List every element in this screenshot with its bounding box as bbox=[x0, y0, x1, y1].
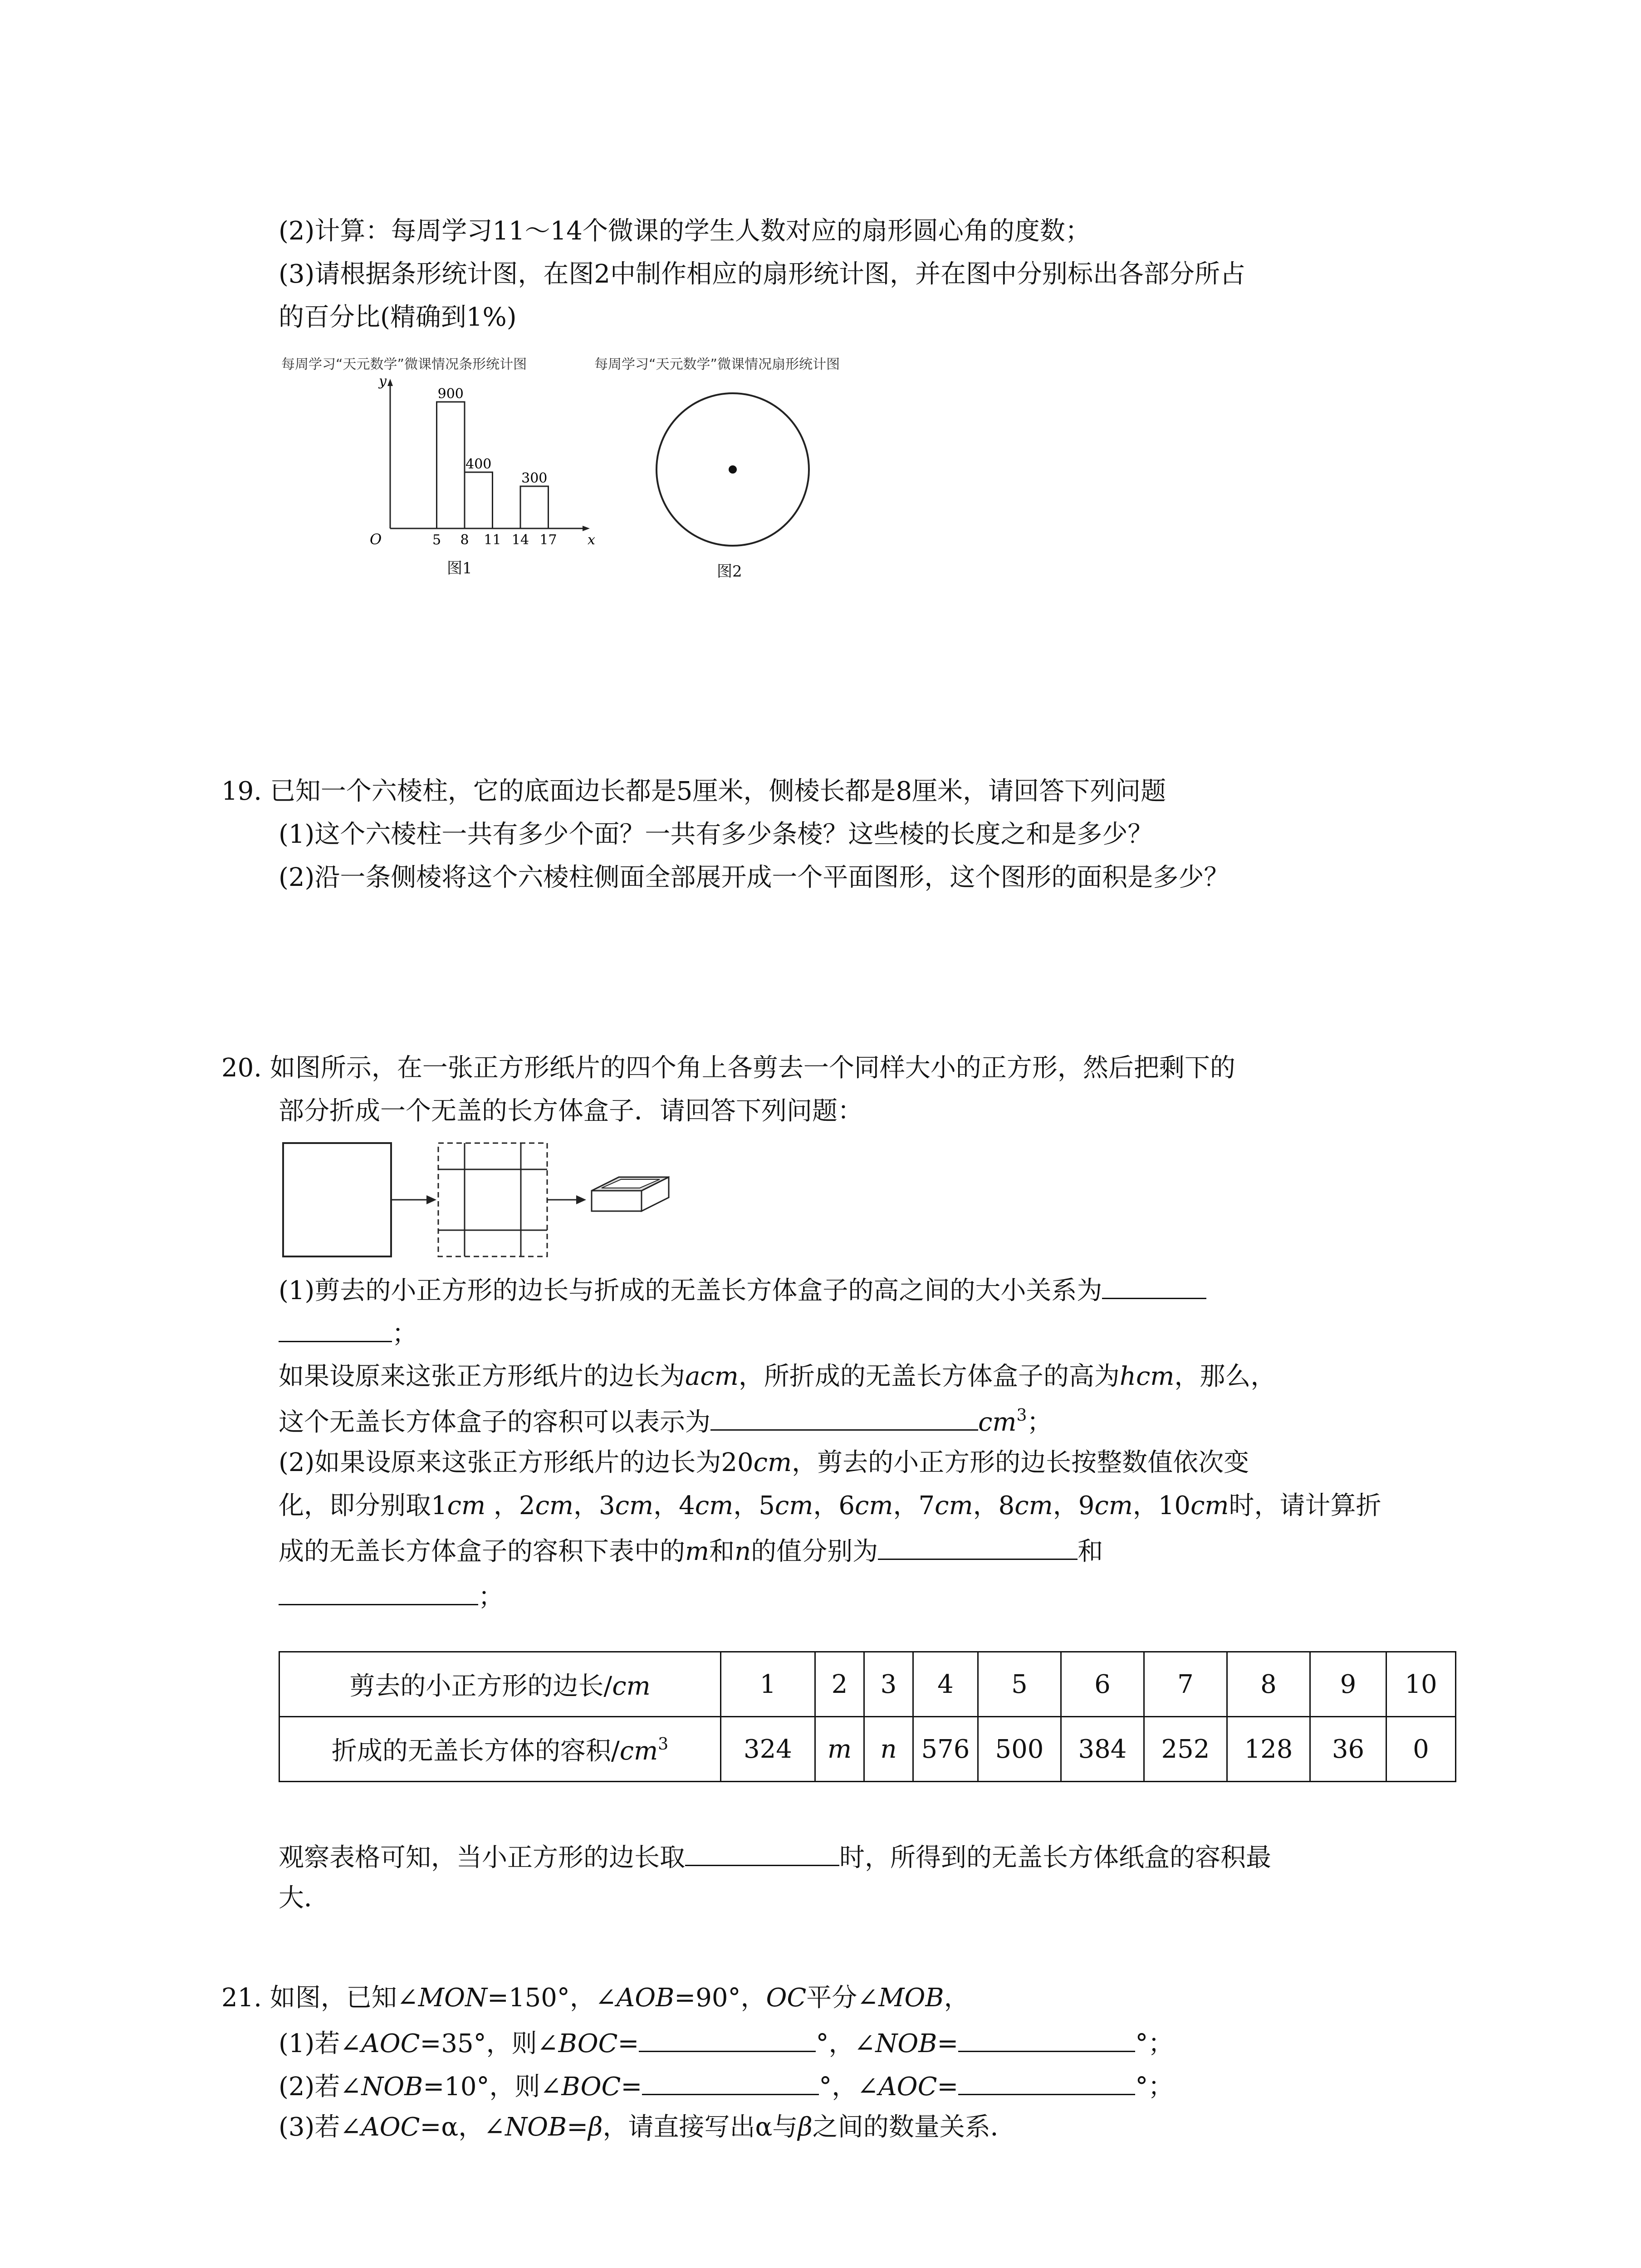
list-separator: ， bbox=[813, 1491, 839, 1520]
bar-value-label: 900 bbox=[437, 386, 464, 402]
bar-chart-caption: 图1 bbox=[447, 559, 472, 577]
var-m: m bbox=[685, 1537, 710, 1566]
unit-cm: cm bbox=[612, 1672, 651, 1701]
angle-name: BOC bbox=[558, 2029, 618, 2058]
text: = bbox=[567, 2112, 588, 2142]
x-tick-label: 11 bbox=[484, 532, 501, 548]
list-separator: ， bbox=[1132, 1491, 1158, 1520]
q19-stem: 19. 已知一个六棱柱，它的底面边长都是5厘米，侧棱长都是8厘米，请回答下列问题 bbox=[221, 777, 1166, 806]
list-value: 4 bbox=[679, 1491, 695, 1520]
row-header bbox=[279, 1717, 721, 1782]
bar-value-label: 300 bbox=[521, 470, 548, 486]
text: = bbox=[617, 2029, 639, 2058]
row-header bbox=[279, 1652, 721, 1717]
text: ， bbox=[944, 1983, 970, 2013]
table-cell-volume: 500 bbox=[978, 1717, 1061, 1782]
angle-name: AOC bbox=[361, 2112, 420, 2142]
var-beta: β bbox=[798, 2112, 813, 2142]
angle-name: AOB bbox=[616, 1983, 675, 2013]
answer-blank-max[interactable] bbox=[685, 1839, 839, 1866]
semicolon: ； bbox=[478, 1582, 504, 1612]
angle-name: NOB bbox=[361, 2072, 423, 2102]
q20-sub2-line4 bbox=[279, 1579, 504, 1613]
table-cell-side-length: 1 bbox=[721, 1652, 815, 1717]
table-cell-volume: 576 bbox=[913, 1717, 978, 1782]
q21-sub1 bbox=[279, 2025, 1173, 2060]
list-separator: ， bbox=[893, 1491, 919, 1520]
text: =150°，∠ bbox=[487, 1983, 617, 2013]
list-separator: ， bbox=[733, 1491, 759, 1520]
x-tick-label: 17 bbox=[539, 532, 557, 548]
table-cell-side-length: 4 bbox=[913, 1652, 978, 1717]
text: °； bbox=[1135, 2029, 1174, 2058]
text: 平分∠ bbox=[806, 1983, 879, 2013]
list-separator: ， bbox=[573, 1491, 599, 1520]
list-value: 5 bbox=[759, 1491, 775, 1520]
table-cell-side-length: 7 bbox=[1144, 1652, 1227, 1717]
angle-name: AOC bbox=[361, 2029, 420, 2058]
q21-sub2 bbox=[279, 2068, 1173, 2103]
text: 剪去的小正方形的边长/ bbox=[349, 1672, 612, 1701]
square-paper bbox=[283, 1143, 391, 1256]
unit-cm: cm bbox=[1190, 1491, 1229, 1520]
bar-value-label: 400 bbox=[465, 456, 492, 472]
table-cell-volume: n bbox=[864, 1717, 913, 1782]
table-cell-side-length: 5 bbox=[978, 1652, 1061, 1717]
bar bbox=[437, 402, 465, 528]
x-axis-label: x bbox=[588, 532, 595, 548]
list-value: 8 bbox=[998, 1491, 1015, 1520]
table-cell-volume: m bbox=[815, 1717, 864, 1782]
arrow-2-head bbox=[576, 1195, 586, 1204]
unit-cm: cm bbox=[619, 1736, 658, 1766]
box-front bbox=[592, 1191, 642, 1211]
q20-volume-line bbox=[279, 1404, 1052, 1438]
bar bbox=[520, 486, 549, 528]
x-axis-arrow bbox=[583, 526, 590, 531]
table-cell-volume: 384 bbox=[1061, 1717, 1144, 1782]
text: =90°， bbox=[674, 1983, 766, 2013]
answer-blank-volume[interactable] bbox=[710, 1404, 978, 1431]
list-value: 6 bbox=[838, 1491, 855, 1520]
q21-stem bbox=[221, 1982, 970, 2014]
unit-cm: cm bbox=[774, 1491, 813, 1520]
unit-cm: cm bbox=[700, 1362, 739, 1391]
origin-label: O bbox=[370, 531, 382, 548]
q20-observe-line2: 大． bbox=[279, 1883, 329, 1913]
answer-blank-boc-1[interactable] bbox=[639, 2025, 816, 2052]
text: ，请直接写出α与 bbox=[603, 2112, 798, 2142]
unit-cm: cm bbox=[695, 1491, 734, 1520]
table-cell-volume: 0 bbox=[1386, 1717, 1456, 1782]
text: 时，请计算折 bbox=[1229, 1491, 1381, 1520]
table-cell-side-length: 2 bbox=[815, 1652, 864, 1717]
angle-name: MON bbox=[418, 1983, 488, 2013]
var-h: h bbox=[1119, 1362, 1136, 1391]
unit-cm: cm bbox=[978, 1408, 1017, 1437]
unit-cm: cm bbox=[535, 1491, 574, 1520]
var-beta: β bbox=[588, 2112, 603, 2142]
text: 成的无盖长方体盒子的容积下表中的 bbox=[279, 1537, 685, 1566]
list-value: 10 bbox=[1158, 1491, 1191, 1520]
unit-cm: cm bbox=[855, 1491, 893, 1520]
pie-chart-caption: 图2 bbox=[717, 562, 742, 581]
text: 21. 如图，已知∠ bbox=[221, 1983, 418, 2013]
text: (1)若∠ bbox=[279, 2029, 362, 2058]
text: ，所折成的无盖长方体盒子的高为 bbox=[738, 1362, 1120, 1391]
answer-blank-boc-2[interactable] bbox=[642, 2068, 819, 2095]
text: 的值分别为 bbox=[751, 1537, 878, 1566]
list-value: 2 bbox=[519, 1491, 535, 1520]
pie-chart-title: 每周学习“天元数学”微课情况扇形统计图 bbox=[594, 357, 840, 372]
q20-stem-line1: 20. 如图所示，在一张正方形纸片的四个角上各剪去一个同样大小的正方形，然后把剩下的 bbox=[221, 1053, 1235, 1083]
bar-chart-title: 每周学习“天元数学”微课情况条形统计图 bbox=[281, 357, 527, 372]
q20-sub2-line3 bbox=[279, 1533, 1103, 1568]
q20-sub1-cont bbox=[279, 1315, 417, 1350]
q21-sub3 bbox=[279, 2112, 1016, 2143]
table-cell-volume: 252 bbox=[1144, 1717, 1227, 1782]
unit-cm: cm bbox=[935, 1491, 973, 1520]
semicolon: ； bbox=[392, 1319, 417, 1349]
unit-cm: cm bbox=[1136, 1362, 1175, 1391]
answer-blank-1[interactable] bbox=[1102, 1272, 1206, 1299]
answer-blank-aoc-2[interactable] bbox=[958, 2068, 1135, 2095]
y-axis-arrow bbox=[387, 379, 393, 386]
q19-sub2: (2)沿一条侧棱将这个六棱柱侧面全部展开成一个平面图形，这个图形的面积是多少？ bbox=[279, 863, 1230, 892]
bar bbox=[465, 472, 493, 528]
table-cell-volume: 324 bbox=[721, 1717, 815, 1782]
table-cell-side-length: 9 bbox=[1310, 1652, 1386, 1717]
text: °； bbox=[1135, 2072, 1174, 2102]
list-value: 7 bbox=[918, 1491, 935, 1520]
table-row bbox=[279, 1652, 1456, 1717]
text: =35°，则∠ bbox=[420, 2029, 558, 2058]
list-separator: ， bbox=[973, 1491, 999, 1520]
unit-cm: cm bbox=[447, 1491, 486, 1520]
table-cell-side-length: 8 bbox=[1227, 1652, 1310, 1717]
q20-observe-line1 bbox=[279, 1839, 1271, 1874]
angle-name: AOC bbox=[878, 2072, 937, 2102]
x-tick-label: 5 bbox=[432, 532, 441, 548]
pie-center-dot bbox=[729, 465, 737, 474]
semicolon: ； bbox=[1027, 1408, 1053, 1437]
q18-sub3-line2: 的百分比(精确到1%) bbox=[279, 303, 517, 332]
table-cell-side-length: 6 bbox=[1061, 1652, 1144, 1717]
table-cell-volume: 36 bbox=[1310, 1717, 1386, 1782]
superscript-3: 3 bbox=[1016, 1406, 1027, 1425]
answer-blank-nob-1[interactable] bbox=[958, 2025, 1135, 2052]
y-axis-label: y bbox=[379, 373, 387, 389]
text: 和 bbox=[1078, 1537, 1103, 1566]
q20-sub2-line2 bbox=[279, 1490, 1381, 1522]
text: ，剪去的小正方形的边长按整数值依次变 bbox=[792, 1448, 1249, 1477]
volume-table bbox=[279, 1651, 1456, 1782]
text: 折成的无盖长方体的容积/ bbox=[331, 1736, 620, 1766]
table-row bbox=[279, 1717, 1456, 1782]
q20-sub2-line1 bbox=[279, 1447, 1249, 1479]
unit-cm: cm bbox=[1094, 1491, 1133, 1520]
answer-blank-m[interactable] bbox=[878, 1533, 1078, 1560]
angle-name: BOC bbox=[561, 2072, 621, 2102]
table-cell-side-length: 10 bbox=[1386, 1652, 1456, 1717]
text: = bbox=[937, 2029, 959, 2058]
box-folding-diagram bbox=[279, 1139, 710, 1270]
q20-sub1 bbox=[279, 1272, 1206, 1307]
text: =10°，则∠ bbox=[423, 2072, 562, 2102]
text: 之间的数量关系． bbox=[812, 2112, 1016, 2142]
superscript-3: 3 bbox=[658, 1735, 669, 1754]
q19-sub1: (1)这个六棱柱一共有多少个面？一共有多少条棱？这些棱的长度之和是多少？ bbox=[279, 820, 1153, 849]
q20-sub1-text: (1)剪去的小正方形的边长与折成的无盖长方体盒子的高之间的大小关系为 bbox=[279, 1276, 1102, 1305]
cut-square-dashed bbox=[438, 1143, 547, 1256]
list-separator: ， bbox=[1053, 1491, 1078, 1520]
x-tick-label: 8 bbox=[460, 532, 469, 548]
list-separator: ， bbox=[653, 1491, 679, 1520]
unit-cm: cm bbox=[1014, 1491, 1053, 1520]
table-cell-volume: 128 bbox=[1227, 1717, 1310, 1782]
text: °，∠ bbox=[819, 2072, 879, 2102]
table-cell-side-length: 3 bbox=[864, 1652, 913, 1717]
text: (2)若∠ bbox=[279, 2072, 362, 2102]
text: (2)如果设原来这张正方形纸片的边长为 bbox=[279, 1448, 721, 1477]
text: 观察表格可知，当小正方形的边长取 bbox=[279, 1843, 685, 1872]
answer-blank-1-cont[interactable] bbox=[279, 1315, 392, 1342]
list-value: 9 bbox=[1078, 1491, 1095, 1520]
angle-name: NOB bbox=[875, 2029, 937, 2058]
answer-blank-n[interactable] bbox=[279, 1579, 478, 1605]
text: =α，∠ bbox=[420, 2112, 505, 2142]
q20-stem-line2: 部分折成一个无盖的长方体盒子．请回答下列问题： bbox=[279, 1096, 863, 1126]
var-a: a bbox=[685, 1362, 700, 1391]
unit-cm: cm bbox=[753, 1448, 792, 1477]
text: °，∠ bbox=[816, 2029, 876, 2058]
q18-sub2: (2)计算：每周学习11～14个微课的学生人数对应的扇形圆心角的度数； bbox=[279, 216, 1091, 246]
text: = bbox=[621, 2072, 642, 2102]
text: ，那么， bbox=[1174, 1362, 1276, 1391]
x-tick-label: 14 bbox=[511, 532, 529, 548]
text: = bbox=[937, 2072, 959, 2102]
list-separator: ， bbox=[493, 1491, 519, 1520]
text: 如果设原来这张正方形纸片的边长为 bbox=[279, 1362, 685, 1391]
arrow-1-head bbox=[426, 1195, 436, 1204]
text: 化，即分别取1 bbox=[279, 1491, 447, 1520]
text: 时，所得到的无盖长方体纸盒的容积最 bbox=[839, 1843, 1271, 1872]
list-value: 3 bbox=[599, 1491, 615, 1520]
ray-name: OC bbox=[766, 1983, 807, 2013]
pie-chart bbox=[651, 388, 814, 551]
text: 和 bbox=[709, 1537, 735, 1566]
var-n: n bbox=[735, 1537, 751, 1566]
q18-sub3-line1: (3)请根据条形统计图，在图2中制作相应的扇形统计图，并在图中分别标出各部分所占 bbox=[279, 259, 1245, 289]
angle-name: MOB bbox=[878, 1983, 944, 2013]
text: (3)若∠ bbox=[279, 2112, 362, 2142]
q20-if-line bbox=[279, 1361, 1276, 1393]
angle-name: NOB bbox=[505, 2112, 567, 2142]
value-20: 20 bbox=[721, 1448, 754, 1477]
unit-cm: cm bbox=[615, 1491, 654, 1520]
text: 这个无盖长方体盒子的容积可以表示为 bbox=[279, 1408, 710, 1437]
